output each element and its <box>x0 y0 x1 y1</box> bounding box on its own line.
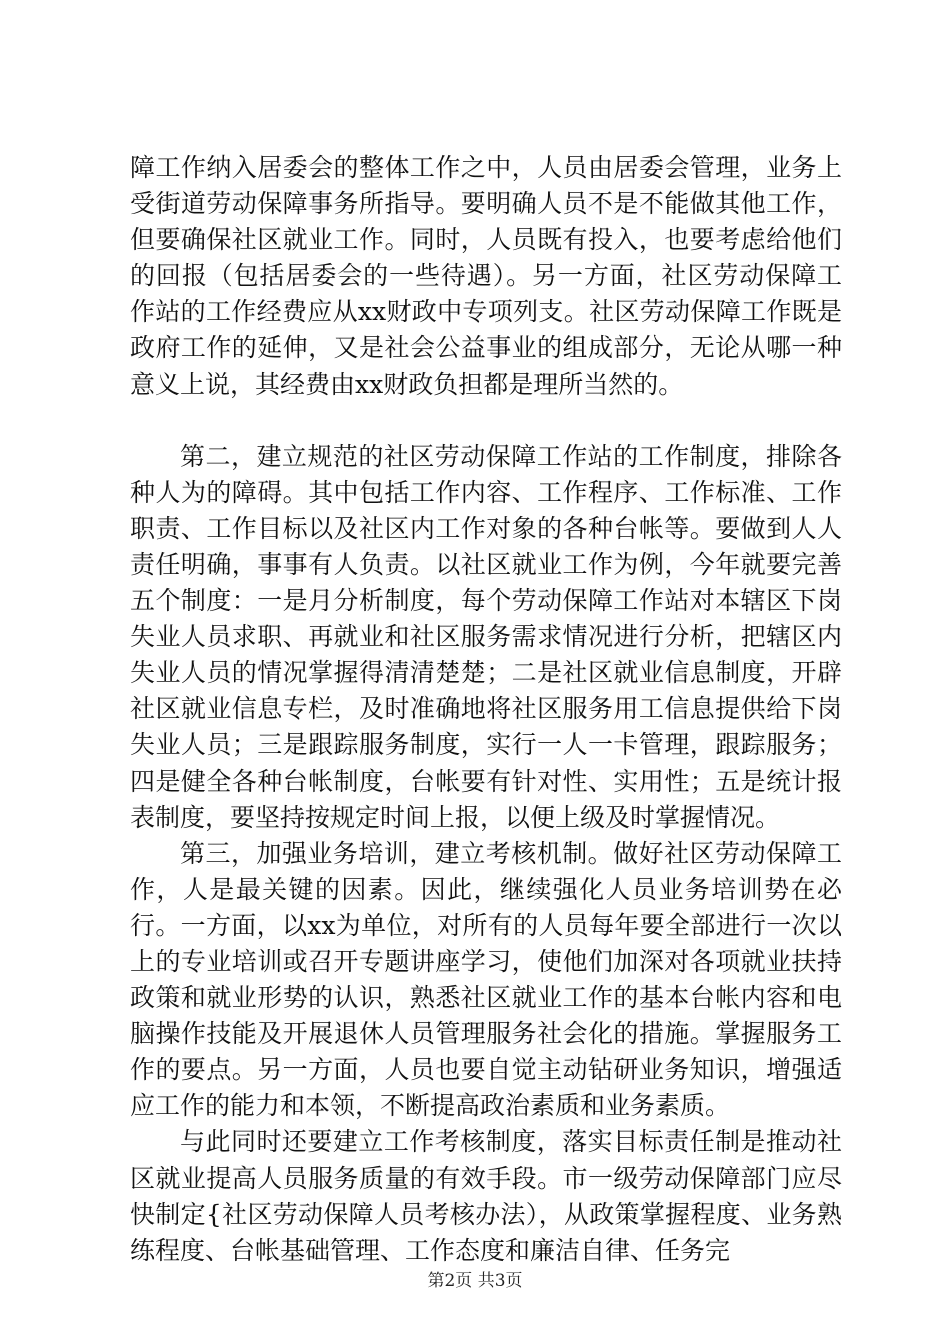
paragraph-second-point: 第二，建立规范的社区劳动保障工作站的工作制度，排除各种人为的障碍。其中包括工作内容、工作程序、工作标准、工作职责、工作目标以及社区内工作对象的各种台帐等。要做到人人责任明确，事事有人负责。以社区就业工作为例，今年就要完善五个制度：一是月分析制度，每个劳动保障工作站对本辖区下岗失业人员求职、再就业和社区服务需求情况进行分析，把辖区内失业人员的情况掌握得清清楚楚；二是社区就业信息制度，开辟社区就业信息专栏，及时准确地将社区服务用工信息提供给下岗失业人员；三是跟踪服务制度，实行一人一卡管理，跟踪服务；四是健全各种台帐制度，台帐要有针对性、实用性；五是统计报表制度，要坚持按规定时间上报，以便上级及时掌握情况。 <box>130 441 842 832</box>
paragraph-third-point: 第三，加强业务培训，建立考核机制。做好社区劳动保障工作，人是最关键的因素。因此，继续强化人员业务培训势在必行。一方面，以xx为单位，对所有的人员每年要全部进行一次以上的专业培训或召开专题讲座学习，使他们加深对各项就业扶持政策和就业形势的认识，熟悉社区就业工作的基本台帐内容和电脑操作技能及开展退休人员管理服务社会化的措施。掌握服务工作的要点。另一方面，人员也要自觉主动钻研业务知识，增强适应工作的能力和本领，不断提高政治素质和业务素质。 <box>130 838 842 1121</box>
page-number-footer: 第2页 共3页 <box>427 1271 523 1291</box>
paragraph-assessment: 与此同时还要建立工作考核制度，落实目标责任制是推动社区就业提高人员服务质量的有效手段。市一级劳动保障部门应尽快制定{社区劳动保障人员考核办法），从政策掌握程度、业务熟练程度、台帐基础管理、工作态度和廉洁自律、任务完 <box>130 1127 842 1265</box>
document-body <box>130 150 842 1269</box>
paragraph-continuation: 障工作纳入居委会的整体工作之中，人员由居委会管理，业务上受街道劳动保障事务所指导。要明确人员不是不能做其他工作，但要确保社区就业工作。同时，人员既有投入，也要考虑给他们的回报（包括居委会的一些待遇）。另一方面，社区劳动保障工作站的工作经费应从xx财政中专项列支。社区劳动保障工作既是政府工作的延伸，又是社会公益事业的组成部分，无论从哪一种意义上说，其经费由xx财政负担都是理所当然的。 <box>130 153 842 399</box>
